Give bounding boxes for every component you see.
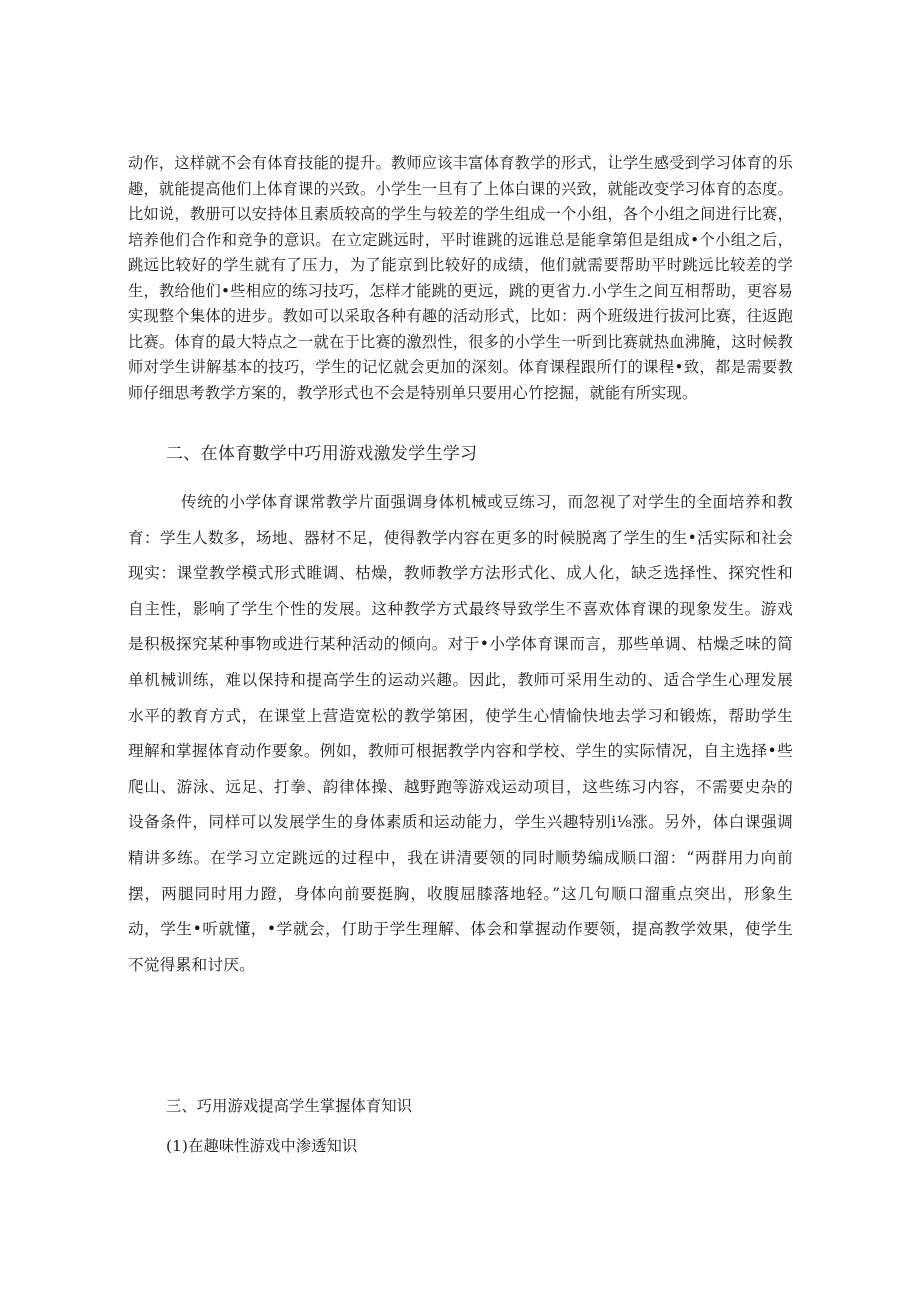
section-heading-2: 二、在体育數学中巧用游戏激发学生学习 [166,444,478,464]
body-paragraph-1: 动作，这样就不会有体育技能的提升。教师应该丰富体育教学的形式，让学生感受到学习体育的乐趣，就能提高他们上体育课的兴致。小学生一旦有了上体白课的兴致，就能改变学习体育的态度。比如说，教册可以安持体且素质较高的学生与较差的学生组成一个小组，各个小组之间进行比赛，培养他们合作和竞争的意识。在立定跳远时，平时谁跳的远谁总是能拿第但是组成•个小组之后，跳远比较好的学生就有了压力，为了能京到比较好的成绩，他们就需要帮助平时跳远比较差的学生，教给他们•些相应的练习技巧，怎样才能跳的更远，跳的更省力.小学生之间互相帮助，更容易实现整个集体的进步。教如可以采取各种有趣的活动形式，比如：两个班级进行拔河比赛，往返跑比赛。体育的最大特点之一就在于比赛的激烈性，很多的小学生一听到比赛就热血沸腌，这时候教师对学生讲解基本的技巧，学生的记忆就会更加的深刻。体育课程跟所仃的课程•致，都是需要教师仔细思考教学方案的，教学形式也不会是特别单只要用心竹挖掘，就能有所实现。 [128,154,793,402]
body-paragraph-2: 传统的小学体育课常教学片面强调身体机械或豆练习，而忽视了对学生的全面培养和教育：学生人数多，场地、器材不足，使得教学内容在更多的时候脱离了学生的生•活实际和社会现实：课堂教学模式形式睢调、枯燥，教师教学方法形式化、成人化，缺乏选择性、探究性和自主性，影响了学生个性的发展。这种教学方式最终导致学生不喜欢体育课的现象发生。游戏是积极探究某种事物或进行某种活动的倾向。对于•小学体育课而言，那些单调、枯燥乏味的简单机械训练，难以保持和提高学生的运动兴趣。因此，教师可采用生动的、适合学生心理发展水平的教育方式，在课堂上营造宽松的教学第困，使学生心情愉快地去学习和锻炼，帮助学生理解和掌握体育动作要象。例如，教师可根据教学内容和学校、学生的实际情况，自主选择•些爬山、游泳、远足、打拳、韵律体操、越野跑等游戏运动项目，这些练习内容，不需要史杂的设备条件，同样可以发展学生的身体素质和运动能力，学生兴趣特别i⅛涨。另外，体白课强调精讲多练。在学习立定跳远的过程中，我在讲清要领的同时顺势编成顺口溜：“两群用力向前摆，两腿同时用力蹬，身体向前要挺胸，收腹屈膝落地轻。”这几句顺口溜重点突出，形象生动，学生•听就懂，•学就会，仃助于学生理解、体会和掌握动作要领，提高教学效果，使学生不觉得累和讨厌。 [128,493,793,974]
section-heading-3: 三、巧用游戏提高学生掌握体育知识 [166,1097,413,1115]
subsection-heading-1: (1)在趣味性游戏中渗透知识 [166,1137,358,1155]
